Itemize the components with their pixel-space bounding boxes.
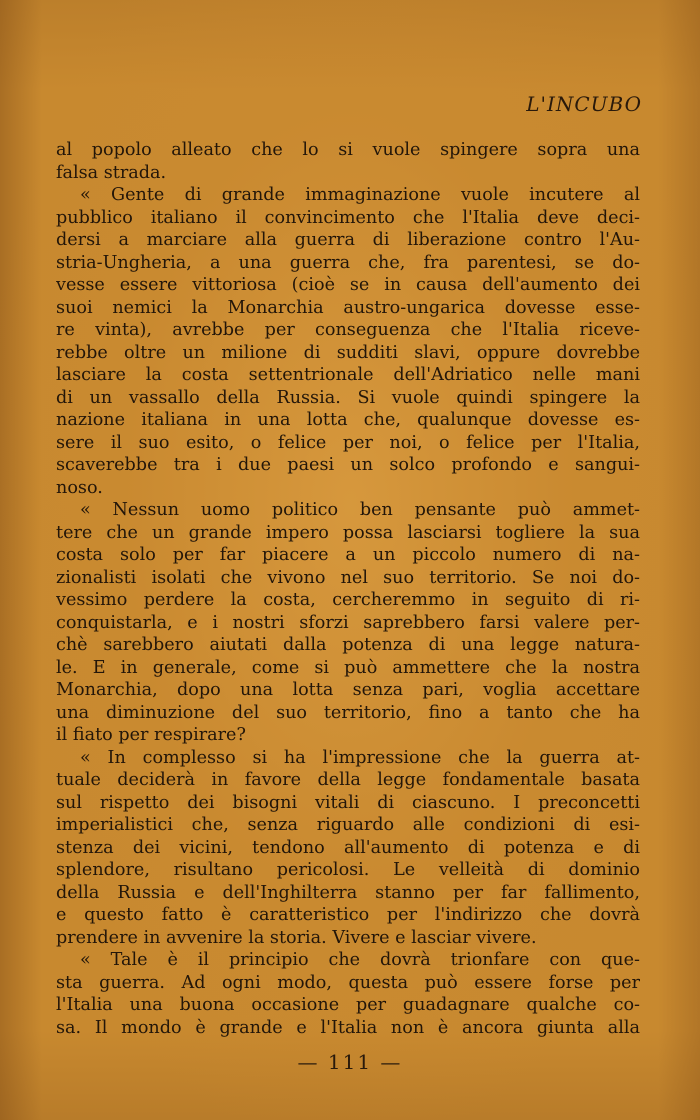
text-line: nazione italiana in una lotta che, qualunque dovesse es- (56, 410, 640, 430)
text-line: noso. (56, 477, 103, 498)
text-line: suoi nemici la Monarchia austro-ungarica dovesse esse- (56, 297, 640, 318)
text-line: « Gente di grande immaginazione vuole incutere al (80, 185, 640, 205)
text-line: pubblico italiano il convincimento che l'Italia deve deci- (56, 207, 640, 228)
text-line: vessimo perdere la costa, cercheremmo in seguito di ri- (56, 590, 640, 610)
text-line: tuale deciderà in favore della legge fondamentale basata (56, 770, 640, 790)
text-line: stenza dei vicini, tendono all'aumento di potenza e di (56, 837, 640, 858)
text-line: le. E in generale, come si può ammettere che la nostra (56, 657, 640, 678)
text-line: prendere in avvenire la storia. Vivere e lasciar vivere. (56, 927, 537, 948)
text-line: chè sarebbero aiutati dalla potenza di una legge natura- (56, 635, 640, 655)
text-line: della Russia e dell'Inghilterra stanno per far fallimento, (56, 882, 640, 903)
text-line: vesse essere vittoriosa (cioè se in causa dell'aumento dei (56, 275, 640, 295)
text-line: e questo fatto è caratteristico per l'indirizzo che dovrà (56, 905, 640, 925)
text-line: al popolo alleato che lo si vuole spingere sopra una (56, 140, 640, 160)
text-line: imperialistici che, senza riguardo alle condizioni di esi- (56, 815, 640, 835)
text-line: una diminuzione del suo territorio, fino a tanto che ha (56, 702, 640, 723)
body-text (56, 139, 640, 1039)
text-line: il fiato per respirare? (56, 725, 246, 745)
text-line: di un vassallo della Russia. Si vuole quindi spingere la (56, 387, 640, 408)
text-line: « Nessun uomo politico ben pensante può ammet- (80, 500, 640, 520)
text-line: Monarchia, dopo una lotta senza pari, voglia accettare (56, 680, 640, 700)
text-line: zionalisti isolati che vivono nel suo territorio. Se noi do- (56, 567, 640, 588)
text-line: stria-Ungheria, a una guerra che, fra parentesi, se do- (56, 252, 640, 273)
text-line: sa. Il mondo è grande e l'Italia non è ancora giunta alla (56, 1017, 640, 1038)
text-line: sul rispetto dei bisogni vitali di ciascuno. I preconcetti (56, 792, 640, 813)
text-line: falsa strada. (56, 162, 167, 183)
text-line: rebbe oltre un milione di sudditi slavi, oppure dovrebbe (56, 342, 640, 363)
text-line: splendore, risultano pericolosi. Le velleità di dominio (56, 860, 640, 880)
text-line: tere che un grande impero possa lasciarsi togliere la sua (56, 522, 640, 543)
text-line: sere il suo esito, o felice per noi, o felice per l'Italia, (56, 432, 640, 453)
text-line: dersi a marciare alla guerra di liberazione contro l'Au- (56, 230, 640, 250)
text-line: l'Italia una buona occasione per guadagnare qualche co- (56, 995, 640, 1015)
text-line: re vinta), avrebbe per conseguenza che l'Italia riceve- (56, 320, 640, 340)
text-line: sta guerra. Ad ogni modo, questa può essere forse per (56, 972, 640, 993)
text-line: conquistarla, e i nostri sforzi saprebbero farsi valere per- (56, 612, 640, 633)
text-line: lasciare la costa settentrionale dell'Adriatico nelle mani (56, 365, 640, 385)
running-head: L'INCUBO (526, 92, 642, 116)
text-line: scaverebbe tra i due paesi un solco profondo e sangui- (56, 455, 640, 475)
text-line: costa solo per far piacere a un piccolo numero di na- (56, 545, 640, 565)
page-number: — 111 — (297, 1050, 403, 1074)
text-line: « In complesso si ha l'impressione che la guerra at- (80, 747, 640, 768)
text-line: « Tale è il principio che dovrà trionfare con que- (80, 950, 640, 970)
